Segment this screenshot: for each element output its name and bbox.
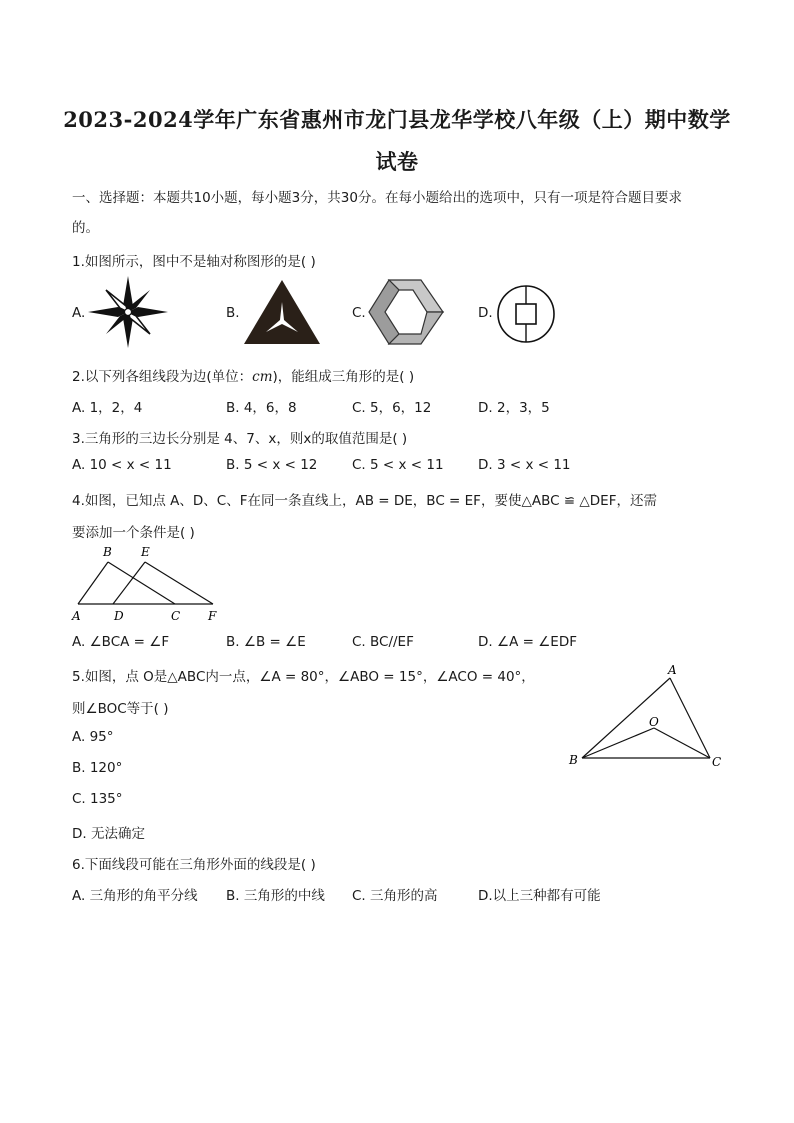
q6-option-a: A. 三角形的角平分线 <box>72 888 198 904</box>
q4-option-c: C. BC//EF <box>352 634 414 650</box>
q2-stem-after: )，能组成三角形的是( ) <box>272 369 415 385</box>
q2-option-b: B. 4，6，8 <box>226 400 297 416</box>
q2-unit: cm <box>252 369 273 385</box>
q3-option-b: B. 5 < x < 12 <box>226 457 318 473</box>
q4-label-e: E <box>141 545 150 559</box>
q4-stem-line2: 要添加一个条件是( ) <box>72 525 195 541</box>
q5-option-a: A. 95° <box>72 729 114 745</box>
cube-arrow-icon <box>369 278 443 346</box>
q6-stem: 6.下面线段可能在三角形外面的线段是( ) <box>72 857 316 873</box>
q5-stem-line1: 5.如图，点 O是△ABC内一点，∠A = 80°，∠ABO = 15°，∠ACO = 40°， <box>72 669 535 685</box>
q1-stem: 1.如图所示，图中不是轴对称图形的是( ) <box>72 254 316 270</box>
q5-label-c: C <box>712 755 722 769</box>
q3-option-d: D. 3 < x < 11 <box>478 457 571 473</box>
q5-option-b: B. 120° <box>72 760 123 776</box>
q4-stem-line1: 4.如图，已知点 A、D、C、F在同一条直线上，AB = DE，BC = EF，要使△ABC ≌ △DEF，还需 <box>72 493 657 509</box>
circle-square-icon <box>496 284 556 344</box>
q4-option-a: A. ∠BCA = ∠F <box>72 634 170 650</box>
q5-label-b: B <box>569 753 578 767</box>
q1-option-b-label: B. <box>226 305 240 321</box>
q4-label-d: D <box>114 609 124 623</box>
q4-option-d: D. ∠A = ∠EDF <box>478 634 578 650</box>
q4-figure <box>70 544 230 624</box>
q4-label-c: C <box>171 609 181 623</box>
q5-option-d: D. 无法确定 <box>72 826 145 842</box>
triangle-tripod-icon <box>244 280 320 346</box>
q1-option-d-label: D. <box>478 305 493 321</box>
q6-option-c: C. 三角形的高 <box>352 888 438 904</box>
q2-stem <box>72 365 414 385</box>
q6-option-b: B. 三角形的中线 <box>226 888 325 904</box>
q4-label-a: A <box>72 609 81 623</box>
q2-option-c: C. 5，6，12 <box>352 400 432 416</box>
q1-option-a-label: A. <box>72 305 86 321</box>
q4-label-f: F <box>208 609 217 623</box>
q3-stem: 3.三角形的三边长分别是 4、7、x，则x的取值范围是( ) <box>72 431 408 447</box>
q5-label-o: O <box>649 715 659 729</box>
q2-option-a: A. 1，2，4 <box>72 400 143 416</box>
q6-option-d: D.以上三种都有可能 <box>478 888 601 904</box>
exam-title-line1: 2023-2024学年广东省惠州市龙门县龙华学校八年级（上）期中数学 <box>63 107 731 132</box>
q5-option-c: C. 135° <box>72 791 123 807</box>
q4-option-b: B. ∠B = ∠E <box>226 634 306 650</box>
section-heading-line2: 的。 <box>72 220 99 236</box>
q3-option-c: C. 5 < x < 11 <box>352 457 444 473</box>
q4-label-b: B <box>103 545 112 559</box>
q2-stem-before: 2.以下列各组线段为边(单位： <box>72 369 253 385</box>
q3-option-a: A. 10 < x < 11 <box>72 457 172 473</box>
q5-stem-line2: 则∠BOC等于( ) <box>72 701 169 717</box>
q5-label-a: A <box>668 663 677 677</box>
q1-option-c-label: C. <box>352 305 366 321</box>
compass-star-icon <box>88 276 168 348</box>
q5-figure <box>566 660 736 772</box>
section-heading-line1: 一、选择题：本题共10小题，每小题3分，共30分。在每小题给出的选项中，只有一项是符合题目要求 <box>72 190 682 206</box>
q2-option-d: D. 2，3，5 <box>478 400 550 416</box>
exam-title-line2: 试卷 <box>375 149 419 174</box>
